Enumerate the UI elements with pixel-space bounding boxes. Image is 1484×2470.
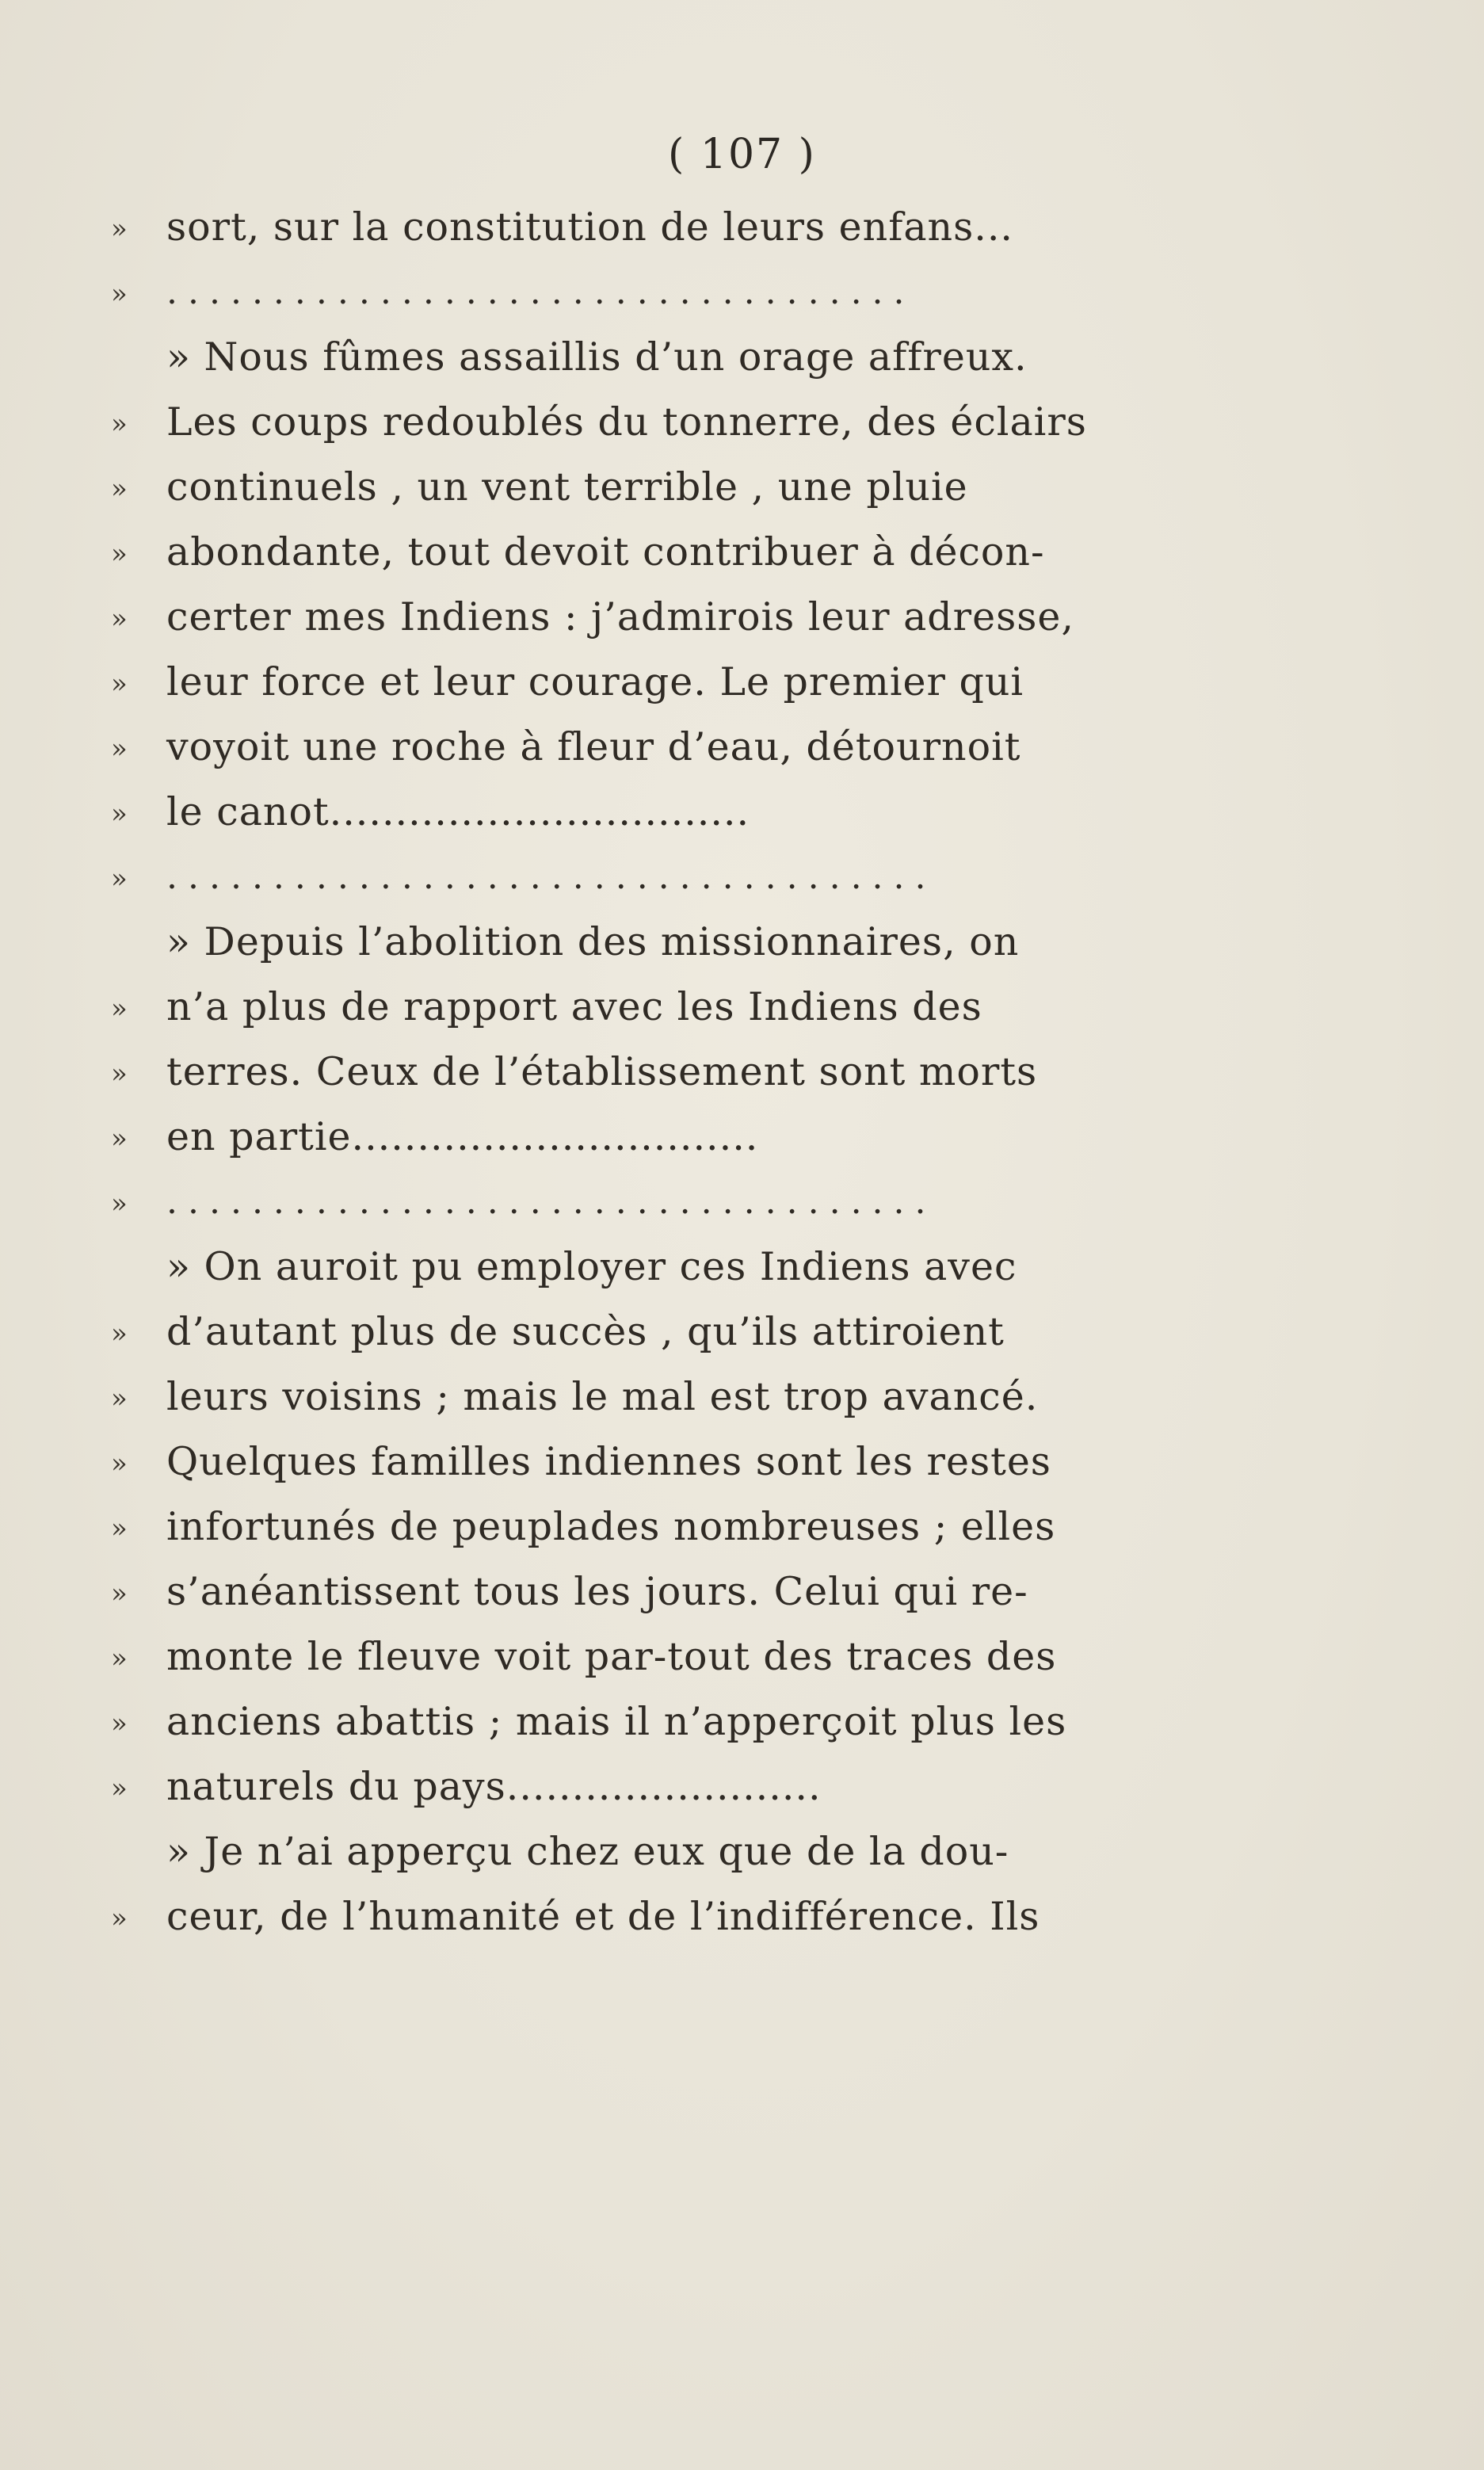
ellipsis-line: ................................... [166,272,915,312]
line-text: n’a plus de rapport avec les Indiens des [166,984,982,1029]
text-line [111,527,1141,592]
text-line [111,917,1141,982]
line-text: monte le fleuve voit par-tout des traces des [166,1634,1057,1679]
quote-mark: » [111,1513,128,1544]
line-text: voyoit une roche à fleur d’eau, détournoit [166,724,1021,769]
text-line [111,722,1141,787]
line-text: anciens abattis ; mais il n’apperçoit plus les [166,1699,1067,1744]
quote-mark: » [111,538,128,570]
quote-mark: » [111,863,128,895]
quote-mark: » [111,278,128,310]
text-line [111,982,1141,1047]
text-line [111,657,1141,722]
text-line [111,1047,1141,1112]
quote-mark: » [111,1773,128,1804]
text-line [111,1892,1141,1957]
text-line [111,1567,1141,1632]
line-text: en partie............................... [166,1114,759,1159]
page-number: ( 107 ) [668,131,816,178]
text-line [111,852,1141,917]
text-line [111,397,1141,462]
ellipsis-line: .................................... [166,1182,937,1222]
line-text: le canot................................ [166,789,750,834]
text-line [111,1177,1141,1242]
quote-mark: » [111,1383,128,1414]
quote-mark: » [111,993,128,1025]
line-text: infortunés de peuplades nombreuses ; elles [166,1504,1056,1549]
quote-mark: » [111,213,128,245]
line-text: Les coups redoublés du tonnerre, des éclairs [166,399,1087,445]
line-text: sort, sur la constitution de leurs enfans... [166,204,1013,250]
quote-mark: » [111,1643,128,1674]
line-text: » Nous fûmes assaillis d’un orage affreux. [166,334,1028,380]
text-line [111,1307,1141,1372]
ellipsis-line: .................................... [166,857,937,897]
line-text: leur force et leur courage. Le premier qui [166,659,1024,704]
text-line [111,1242,1141,1307]
quote-mark: » [111,1058,128,1090]
text-block [111,202,1141,1957]
line-text: naturels du pays........................ [166,1764,822,1809]
text-line [111,1697,1141,1762]
line-text: » Je n’ai apperçu chez eux que de la dou- [166,1829,1009,1874]
quote-mark: » [111,408,128,440]
text-line [111,1632,1141,1697]
line-text: ceur, de l’humanité et de l’indifférence. Ils [166,1894,1040,1939]
line-text: s’anéantissent tous les jours. Celui qui re- [166,1569,1028,1614]
text-line [111,202,1141,267]
text-line [111,1437,1141,1502]
text-line [111,787,1141,852]
line-text: » On auroit pu employer ces Indiens avec [166,1244,1017,1289]
text-line [111,462,1141,527]
text-line [111,1827,1141,1892]
quote-mark: » [111,473,128,505]
quote-mark: » [111,1708,128,1739]
quote-mark: » [111,668,128,700]
line-text: abondante, tout devoit contribuer à décon- [166,529,1045,575]
text-line [111,1372,1141,1437]
quote-mark: » [111,1903,128,1934]
quote-mark: » [111,733,128,765]
text-line [111,1502,1141,1567]
line-text: certer mes Indiens : j’admirois leur adresse, [166,594,1074,639]
line-text: d’autant plus de succès , qu’ils attiroient [166,1309,1005,1354]
quote-mark: » [111,1578,128,1609]
text-line [111,1112,1141,1177]
line-text: Quelques familles indiennes sont les restes [166,1439,1051,1484]
line-text: terres. Ceux de l’établissement sont morts [166,1049,1038,1094]
text-line [111,267,1141,332]
quote-mark: » [111,1318,128,1350]
quote-mark: » [111,1188,128,1220]
text-line [111,592,1141,657]
line-text: continuels , un vent terrible , une pluie [166,464,968,510]
text-line [111,332,1141,397]
quote-mark: » [111,1448,128,1479]
line-text: leurs voisins ; mais le mal est trop avancé. [166,1374,1039,1419]
quote-mark: » [111,798,128,830]
quote-mark: » [111,1123,128,1155]
text-line [111,1762,1141,1827]
line-text: » Depuis l’abolition des missionnaires, on [166,919,1020,964]
quote-mark: » [111,603,128,635]
